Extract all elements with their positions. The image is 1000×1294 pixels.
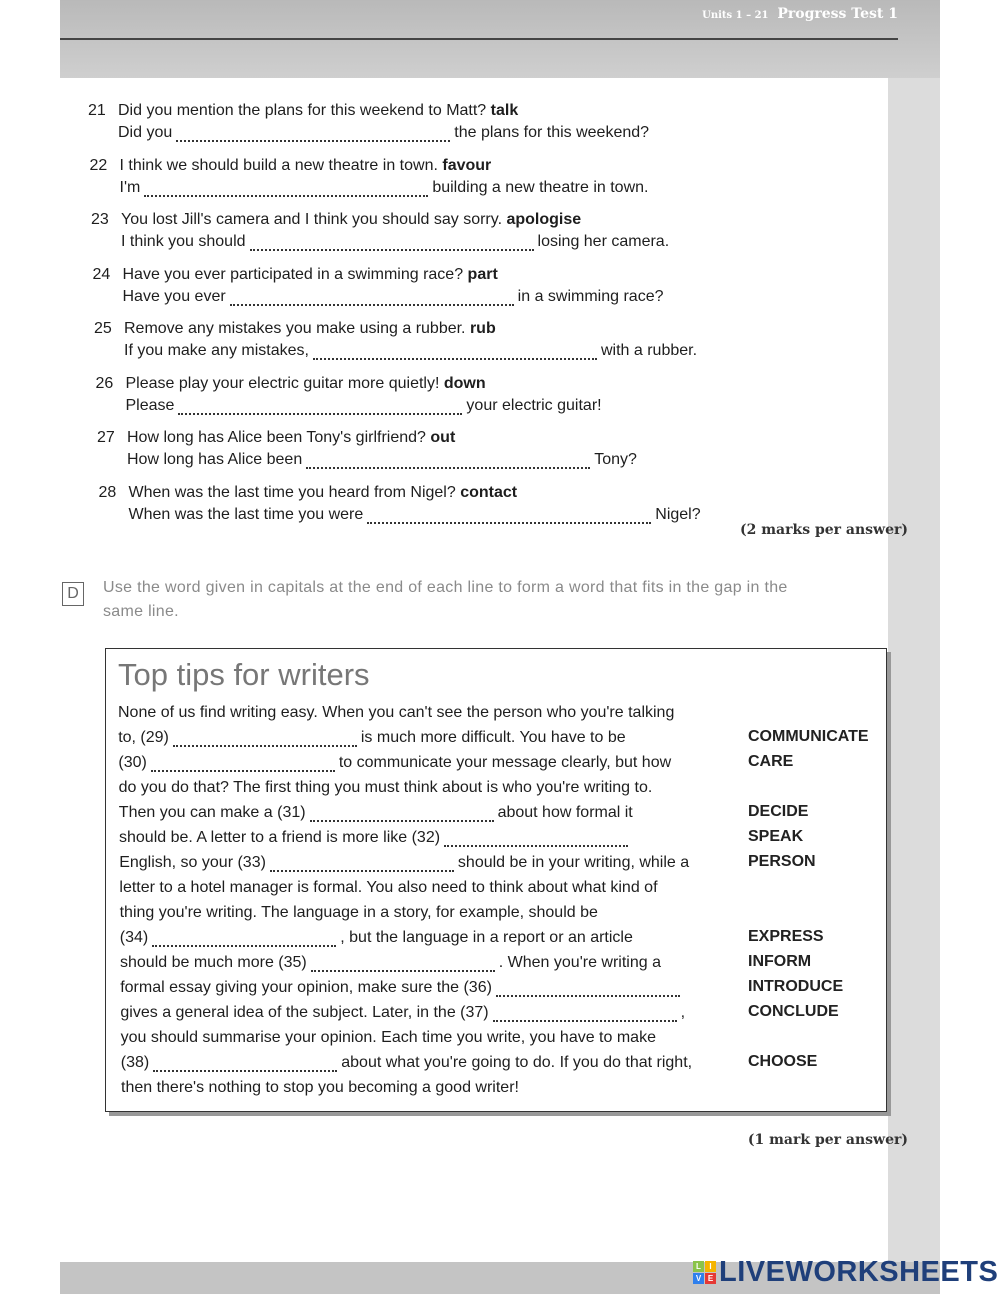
question-keyword: apologise bbox=[506, 211, 582, 228]
answer-before-text: I'm bbox=[119, 178, 141, 196]
answer-input-26[interactable] bbox=[178, 397, 462, 415]
question-item bbox=[94, 318, 697, 362]
story-line bbox=[118, 726, 625, 750]
answer-before-text: When was the last time you were bbox=[128, 505, 364, 523]
logo-tiles-icon bbox=[693, 1261, 716, 1284]
question-answer-line bbox=[88, 122, 649, 144]
story-line bbox=[121, 1076, 519, 1100]
question-answer-line bbox=[93, 286, 664, 308]
story-box bbox=[105, 648, 887, 1112]
keyword-communicate: COMMUNICATE bbox=[748, 728, 869, 745]
question-keyword: contact bbox=[460, 483, 518, 501]
page-header bbox=[702, 6, 898, 22]
header-rule bbox=[60, 38, 898, 40]
question-answer-line bbox=[96, 395, 602, 417]
question-keyword: rub bbox=[469, 320, 496, 337]
question-keyword: out bbox=[430, 429, 456, 446]
gap-input-36[interactable] bbox=[496, 979, 680, 997]
logo-text: LIVEWORKSHEETS bbox=[719, 1256, 999, 1288]
story-text: English, so your (33) bbox=[119, 854, 266, 871]
question-item bbox=[99, 482, 701, 526]
gap-input-29[interactable] bbox=[173, 729, 357, 747]
question-answer-line bbox=[94, 340, 697, 362]
story-text: then there's nothing to stop you becoming a good writer! bbox=[121, 1079, 519, 1096]
keyword-care: CARE bbox=[748, 753, 794, 770]
question-prompt: Please play your electric guitar more quietly! bbox=[125, 374, 444, 392]
story-text: None of us find writing easy. When you can't see the person who you're talking bbox=[118, 704, 675, 721]
question-item bbox=[88, 100, 649, 144]
liveworksheets-logo bbox=[693, 1256, 998, 1289]
keyword-conclude: CONCLUDE bbox=[748, 1003, 839, 1020]
story-line bbox=[120, 976, 684, 1000]
answer-after-text: building a new theatre in town. bbox=[432, 178, 649, 196]
gap-input-31[interactable] bbox=[310, 804, 494, 822]
question-keyword: favour bbox=[442, 156, 492, 174]
section-d-instruction: Use the word given in capitals at the end of each line to form a word that fits in the gap in the same line. bbox=[103, 579, 788, 620]
question-prompt: How long has Alice been Tony's girlfriend? bbox=[127, 429, 431, 446]
story-text: . When you're writing a bbox=[498, 954, 661, 971]
story-text: (38) bbox=[120, 1054, 150, 1071]
answer-before-text: Please bbox=[125, 396, 175, 414]
keyword-decide: DECIDE bbox=[748, 803, 809, 820]
question-item bbox=[97, 427, 637, 471]
header-title: Progress Test 1 bbox=[777, 6, 898, 22]
answer-before-text: Have you ever bbox=[122, 287, 226, 305]
question-item bbox=[93, 264, 664, 308]
story-line bbox=[119, 801, 633, 825]
gap-input-34[interactable] bbox=[152, 929, 336, 947]
answer-after-text: Nigel? bbox=[655, 505, 701, 523]
story-line bbox=[118, 701, 674, 725]
story-text: , but the language in a report or an article bbox=[340, 929, 633, 946]
keyword-speak: SPEAK bbox=[748, 828, 804, 845]
answer-input-27[interactable] bbox=[306, 451, 590, 469]
answer-input-22[interactable] bbox=[144, 179, 428, 197]
question-number: 28 bbox=[98, 483, 117, 501]
right-margin bbox=[888, 78, 940, 1268]
story-text: about what you're going to do. If you do that right, bbox=[341, 1054, 693, 1071]
keyword-choose: CHOOSE bbox=[748, 1053, 818, 1070]
question-prompt: Remove any mistakes you make using a rubber. bbox=[124, 320, 470, 337]
story-text: about how formal it bbox=[497, 804, 633, 821]
gap-input-32[interactable] bbox=[444, 829, 628, 847]
question-answer-line bbox=[97, 449, 637, 471]
answer-before-text: If you make any mistakes, bbox=[124, 342, 309, 359]
answer-after-text: your electric guitar! bbox=[466, 396, 602, 414]
answer-after-text: the plans for this weekend? bbox=[454, 124, 650, 141]
answer-after-text: in a swimming race? bbox=[517, 287, 664, 305]
question-number: 27 bbox=[97, 429, 115, 446]
gap-input-30[interactable] bbox=[151, 754, 335, 772]
answer-before-text: How long has Alice been bbox=[127, 451, 303, 468]
answer-after-text: with a rubber. bbox=[600, 342, 698, 359]
story-text: Then you can make a (31) bbox=[118, 804, 306, 821]
question-number: 26 bbox=[95, 374, 114, 392]
question-keyword: down bbox=[443, 374, 486, 392]
keyword-express: EXPRESS bbox=[748, 928, 824, 945]
answer-after-text: Tony? bbox=[594, 451, 637, 468]
gap-input-35[interactable] bbox=[311, 954, 495, 972]
question-prompt: Did you mention the plans for this weekend to Matt? bbox=[118, 102, 491, 119]
answer-input-28[interactable] bbox=[367, 506, 651, 524]
question-number: 25 bbox=[94, 320, 112, 337]
answer-input-24[interactable] bbox=[230, 288, 514, 306]
story-title: Top tips for writers bbox=[118, 657, 370, 692]
gap-input-37[interactable] bbox=[493, 1004, 677, 1022]
marks-note-c: (2 marks per answer) bbox=[740, 522, 908, 538]
question-keyword: talk bbox=[490, 102, 519, 119]
logo-tile: V bbox=[693, 1273, 704, 1284]
question-item bbox=[90, 155, 649, 199]
question-prompt: You lost Jill's camera and I think you should say sorry. bbox=[121, 211, 507, 228]
story-text: (30) bbox=[118, 754, 147, 771]
answer-input-23[interactable] bbox=[250, 233, 534, 251]
question-keyword: part bbox=[467, 265, 498, 283]
story-line bbox=[119, 851, 689, 875]
story-text: letter to a hotel manager is formal. You also need to think about what kind of bbox=[119, 879, 658, 896]
story-text: should be much more (35) bbox=[120, 954, 307, 971]
answer-after-text: losing her camera. bbox=[537, 233, 670, 250]
question-prompt: Have you ever participated in a swimming race? bbox=[122, 265, 468, 283]
question-item bbox=[91, 209, 669, 253]
logo-tile: I bbox=[705, 1261, 716, 1272]
story-line bbox=[121, 1051, 692, 1075]
story-text: thing you're writing. The language in a story, for example, should be bbox=[119, 904, 598, 921]
header-units: Units 1 – 21 bbox=[702, 10, 769, 21]
story-line bbox=[118, 751, 671, 775]
story-line bbox=[121, 1026, 656, 1050]
question-answer-line bbox=[91, 231, 669, 253]
story-text: do you do that? The first thing you must think about is who you're writing to. bbox=[118, 779, 653, 796]
question-prompt: When was the last time you heard from Nigel? bbox=[128, 483, 461, 501]
answer-before-text: Did you bbox=[118, 124, 173, 141]
section-d-label: D bbox=[62, 582, 84, 606]
story-line bbox=[120, 901, 598, 925]
logo-tile: L bbox=[693, 1261, 704, 1272]
story-text: gives a general idea of the subject. Later, in the (37) bbox=[120, 1004, 489, 1021]
keyword-inform: INFORM bbox=[748, 953, 812, 970]
story-text: , bbox=[680, 1004, 686, 1021]
story-line bbox=[119, 876, 657, 900]
story-text: (34) bbox=[119, 929, 149, 946]
keyword-introduce: INTRODUCE bbox=[748, 978, 844, 995]
gap-input-33[interactable] bbox=[270, 854, 454, 872]
story-text: should be. A letter to a friend is more like (32) bbox=[119, 829, 441, 846]
story-text: to communicate your message clearly, but how bbox=[338, 754, 672, 771]
story-text: should be in your writing, while a bbox=[457, 854, 690, 871]
story-line bbox=[119, 776, 653, 800]
story-line bbox=[119, 826, 632, 850]
story-text: formal essay giving your opinion, make sure the (36) bbox=[120, 979, 492, 996]
question-number: 23 bbox=[91, 211, 109, 228]
question-number: 21 bbox=[88, 102, 106, 119]
answer-before-text: I think you should bbox=[121, 233, 246, 250]
question-number: 22 bbox=[89, 156, 108, 174]
story-text: to, (29) bbox=[118, 729, 169, 746]
story-line bbox=[120, 951, 661, 975]
logo-tile: E bbox=[705, 1273, 716, 1284]
question-number: 24 bbox=[92, 265, 111, 283]
story-line bbox=[120, 926, 633, 950]
answer-input-21[interactable] bbox=[176, 124, 450, 142]
question-answer-line bbox=[99, 504, 701, 526]
question-answer-line bbox=[90, 177, 649, 199]
question-prompt: I think we should build a new theatre in town. bbox=[119, 156, 443, 174]
question-item bbox=[96, 373, 602, 417]
story-text: you should summarise your opinion. Each time you write, you have to make bbox=[120, 1029, 656, 1046]
story-text: is much more difficult. You have to be bbox=[360, 729, 626, 746]
answer-input-25[interactable] bbox=[313, 342, 597, 360]
marks-note-d: (1 mark per answer) bbox=[747, 1132, 908, 1148]
keyword-person: PERSON bbox=[748, 853, 816, 870]
gap-input-38[interactable] bbox=[153, 1054, 337, 1072]
story-line bbox=[120, 1001, 685, 1025]
